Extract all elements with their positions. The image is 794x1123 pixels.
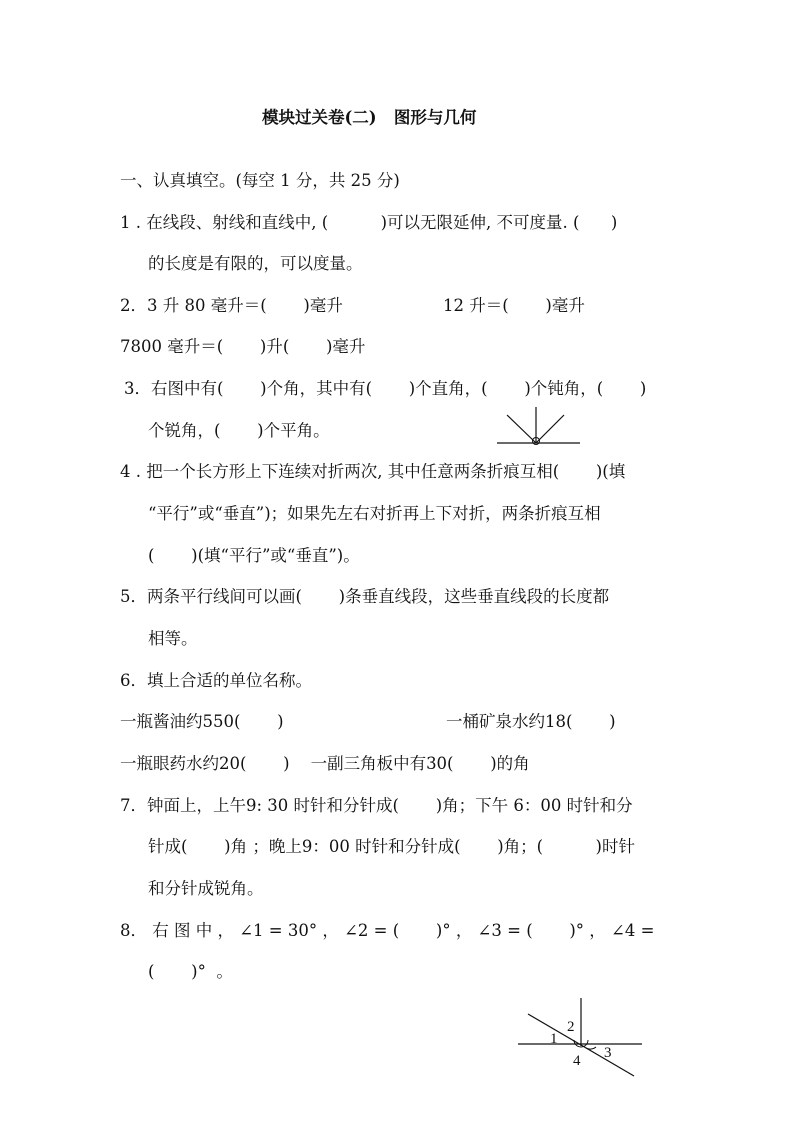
question-5-line-1: 5．两条平行线间可以画( )条垂直线段，这些垂直线段的长度都 (120, 587, 610, 606)
question-2-part-2: 12 升＝( )毫升 (443, 296, 585, 315)
question-4-line-3: ( )(填“平行”或“垂直”)。 (148, 546, 360, 565)
angle-label-4: 4 (573, 1053, 581, 1069)
question-6-item-1: 一瓶酱油约550( ) (120, 712, 284, 731)
figure-left-ray (507, 415, 536, 443)
question-8-line-2: ( )° 。 (148, 962, 233, 981)
angle-label-2: 2 (567, 1019, 575, 1035)
question-4-line-1: 4 . 把一个长方形上下连续对折两次, 其中任意两条折痕互相( )(填 (120, 462, 626, 481)
question-6-item-3: 一瓶眼药水约20( ) 一副三角板中有30( )的角 (120, 754, 530, 773)
intersecting-lines-figure (514, 996, 644, 1078)
question-4-line-2: “平行”或“垂直”)；如果先左右对折再上下对折，两条折痕互相 (148, 504, 601, 523)
question-6-heading: 6．填上合适的单位名称。 (120, 671, 312, 690)
angles-figure (494, 405, 584, 447)
question-7-line-1: 7．钟面上，上午9: 30 时针和分针成( )角；下午 6：00 时针和分 (120, 796, 633, 815)
question-2-part-1: 2．3 升 80 毫升＝( )毫升 (120, 296, 343, 315)
question-5-line-2: 相等。 (148, 629, 198, 648)
question-7-line-2: 针成( )角 ；晚上9：00 时针和分针成( )角；( )时针 (148, 837, 635, 856)
section-heading: 一、认真填空。(每空 1 分，共 25 分) (120, 171, 400, 190)
angle-label-1: 1 (550, 1031, 558, 1047)
question-8-line-1: 8． 右 图 中 ， ∠1 = 30° ， ∠2 = ( )° ， ∠3 = ( )° ， ∠4 = (120, 921, 655, 940)
page-title: 模块过关卷(二) 图形与几何 (262, 108, 477, 127)
figure-angle-arc-2 (586, 1047, 596, 1049)
angle-label-3: 3 (604, 1045, 612, 1061)
question-7-line-3: 和分针成锐角。 (148, 879, 264, 898)
figure-right-ray (536, 415, 564, 443)
question-1-line-2: 的长度是有限的，可以度量。 (148, 254, 363, 273)
question-2-part-3: 7800 毫升＝( )升( )毫升 (120, 337, 366, 356)
question-1-line-1: 1 . 在线段、射线和直线中, ( )可以无限延伸, 不可度量. ( ) (120, 213, 618, 232)
question-6-item-2: 一桶矿泉水约18( ) (446, 712, 616, 731)
question-3-line-2: 个锐角，( )个平角。 (148, 421, 330, 440)
question-3-line-1: 3．右图中有( )个角，其中有( )个直角，( )个钝角，( ) (124, 379, 647, 398)
